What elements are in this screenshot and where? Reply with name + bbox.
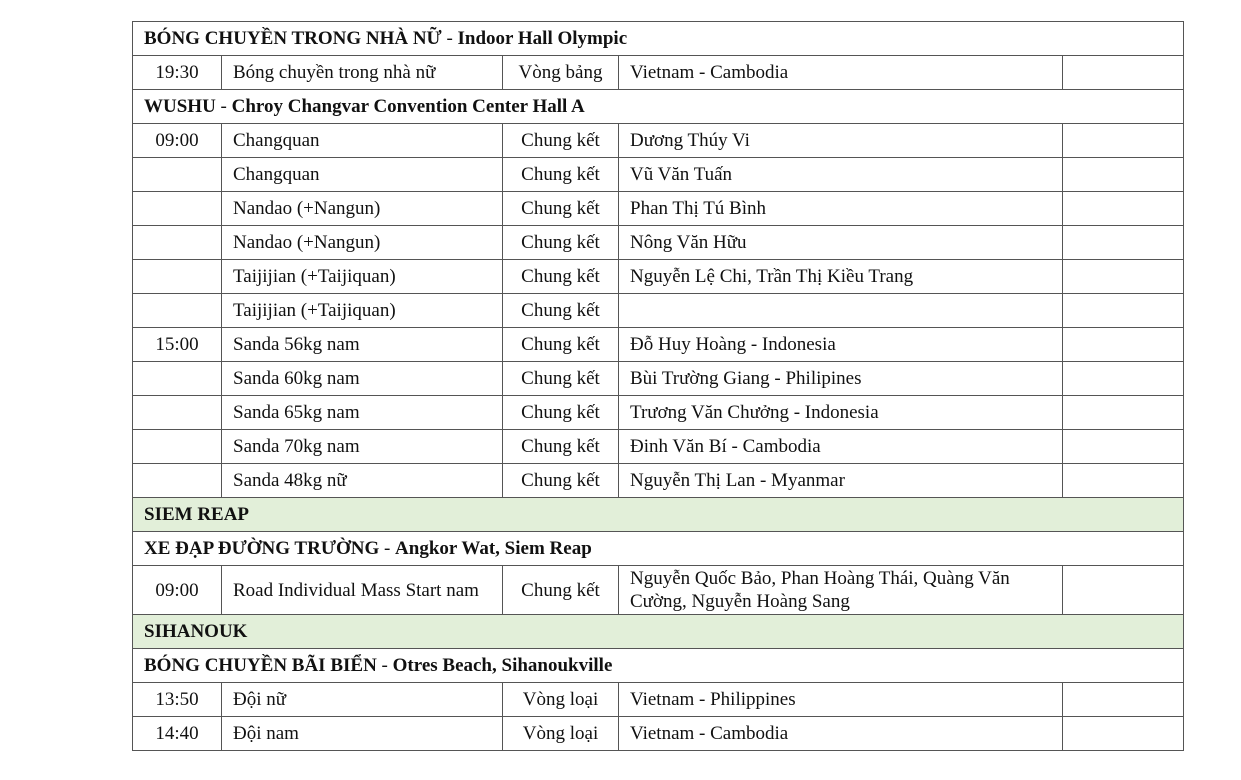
athletes-cell: Đinh Văn Bí - Cambodia	[619, 430, 1063, 464]
event-cell: Changquan	[222, 124, 503, 158]
athletes-cell: Vũ Văn Tuấn	[619, 158, 1063, 192]
note-cell	[1063, 56, 1184, 90]
event-row	[133, 124, 1184, 158]
region-label: SIEM REAP	[133, 498, 1184, 532]
note-cell	[1063, 362, 1184, 396]
schedule-table	[132, 21, 1184, 751]
region-header-row	[133, 498, 1184, 532]
event-row	[133, 566, 1184, 615]
time-cell: 09:00	[133, 124, 222, 158]
round-cell: Chung kết	[503, 396, 619, 430]
event-row	[133, 226, 1184, 260]
sport-venue-header-row	[133, 22, 1184, 56]
round-cell: Chung kết	[503, 328, 619, 362]
athletes-cell: Nguyễn Lệ Chi, Trần Thị Kiều Trang	[619, 260, 1063, 294]
time-cell	[133, 430, 222, 464]
note-cell	[1063, 328, 1184, 362]
sport-venue-header-row	[133, 649, 1184, 683]
region-header-row	[133, 615, 1184, 649]
time-cell	[133, 158, 222, 192]
venue-name: Chroy Changvar Convention Center Hall A	[231, 96, 585, 117]
athletes-cell: Vietnam - Cambodia	[619, 56, 1063, 90]
event-cell: Taijijian (+Taijiquan)	[222, 294, 503, 328]
round-cell: Chung kết	[503, 566, 619, 615]
sport-name: WUSHU	[144, 96, 216, 117]
sport-name: XE ĐẠP ĐƯỜNG TRƯỜNG	[144, 538, 380, 559]
sport-venue-cell	[133, 90, 1184, 124]
athletes-cell: Nguyễn Quốc Bảo, Phan Hoàng Thái, Quàng Văn Cường, Nguyễn Hoàng Sang	[619, 566, 1063, 615]
note-cell	[1063, 226, 1184, 260]
event-cell: Sanda 48kg nữ	[222, 464, 503, 498]
sport-venue-cell	[133, 532, 1184, 566]
event-row	[133, 683, 1184, 717]
time-cell: 13:50	[133, 683, 222, 717]
event-row	[133, 430, 1184, 464]
round-cell: Vòng loại	[503, 683, 619, 717]
separator: -	[379, 538, 396, 559]
event-row	[133, 158, 1184, 192]
athletes-cell	[619, 294, 1063, 328]
event-cell: Changquan	[222, 158, 503, 192]
round-cell: Vòng bảng	[503, 56, 619, 90]
venue-name: Otres Beach, Sihanoukville	[392, 655, 613, 676]
event-cell: Road Individual Mass Start nam	[222, 566, 503, 615]
event-cell: Đội nam	[222, 717, 503, 751]
time-cell: 19:30	[133, 56, 222, 90]
event-cell: Taijijian (+Taijiquan)	[222, 260, 503, 294]
athletes-cell: Vietnam - Philippines	[619, 683, 1063, 717]
athletes-cell: Nguyễn Thị Lan - Myanmar	[619, 464, 1063, 498]
schedule-body	[133, 22, 1184, 751]
sport-name: BÓNG CHUYỀN TRONG NHÀ NỮ	[144, 28, 442, 49]
event-row	[133, 362, 1184, 396]
event-row	[133, 464, 1184, 498]
event-cell: Sanda 65kg nam	[222, 396, 503, 430]
athletes-cell: Nông Văn Hữu	[619, 226, 1063, 260]
time-cell	[133, 260, 222, 294]
note-cell	[1063, 192, 1184, 226]
time-cell: 14:40	[133, 717, 222, 751]
time-cell	[133, 226, 222, 260]
athletes-cell: Vietnam - Cambodia	[619, 717, 1063, 751]
note-cell	[1063, 124, 1184, 158]
sport-venue-header-row	[133, 532, 1184, 566]
event-row	[133, 717, 1184, 751]
event-cell: Bóng chuyền trong nhà nữ	[222, 56, 503, 90]
round-cell: Chung kết	[503, 124, 619, 158]
athletes-cell: Phan Thị Tú Bình	[619, 192, 1063, 226]
note-cell	[1063, 430, 1184, 464]
athletes-cell: Bùi Trường Giang - Philipines	[619, 362, 1063, 396]
time-cell	[133, 294, 222, 328]
time-cell	[133, 396, 222, 430]
round-cell: Chung kết	[503, 260, 619, 294]
event-row	[133, 294, 1184, 328]
note-cell	[1063, 294, 1184, 328]
note-cell	[1063, 158, 1184, 192]
athletes-cell: Dương Thúy Vi	[619, 124, 1063, 158]
round-cell: Chung kết	[503, 158, 619, 192]
round-cell: Chung kết	[503, 430, 619, 464]
time-cell	[133, 464, 222, 498]
event-cell: Nandao (+Nangun)	[222, 192, 503, 226]
separator: -	[376, 655, 393, 676]
event-row	[133, 192, 1184, 226]
note-cell	[1063, 717, 1184, 751]
round-cell: Chung kết	[503, 192, 619, 226]
venue-name: Angkor Wat, Siem Reap	[395, 538, 592, 559]
event-cell: Sanda 70kg nam	[222, 430, 503, 464]
event-cell: Sanda 56kg nam	[222, 328, 503, 362]
note-cell	[1063, 683, 1184, 717]
round-cell: Chung kết	[503, 294, 619, 328]
event-cell: Đội nữ	[222, 683, 503, 717]
sport-venue-header-row	[133, 90, 1184, 124]
sport-venue-cell	[133, 22, 1184, 56]
athletes-cell: Đỗ Huy Hoàng - Indonesia	[619, 328, 1063, 362]
note-cell	[1063, 260, 1184, 294]
event-row	[133, 56, 1184, 90]
note-cell	[1063, 396, 1184, 430]
sport-name: BÓNG CHUYỀN BÃI BIỂN	[144, 655, 377, 676]
separator: -	[441, 28, 458, 49]
region-label: SIHANOUK	[133, 615, 1184, 649]
round-cell: Chung kết	[503, 464, 619, 498]
athletes-cell: Trương Văn Chưởng - Indonesia	[619, 396, 1063, 430]
event-row	[133, 260, 1184, 294]
note-cell	[1063, 566, 1184, 615]
round-cell: Chung kết	[503, 362, 619, 396]
time-cell	[133, 362, 222, 396]
time-cell: 15:00	[133, 328, 222, 362]
time-cell: 09:00	[133, 566, 222, 615]
event-cell: Nandao (+Nangun)	[222, 226, 503, 260]
time-cell	[133, 192, 222, 226]
event-row	[133, 328, 1184, 362]
event-cell: Sanda 60kg nam	[222, 362, 503, 396]
round-cell: Chung kết	[503, 226, 619, 260]
note-cell	[1063, 464, 1184, 498]
separator: -	[215, 96, 232, 117]
round-cell: Vòng loại	[503, 717, 619, 751]
event-row	[133, 396, 1184, 430]
sport-venue-cell	[133, 649, 1184, 683]
venue-name: Indoor Hall Olympic	[457, 28, 628, 49]
